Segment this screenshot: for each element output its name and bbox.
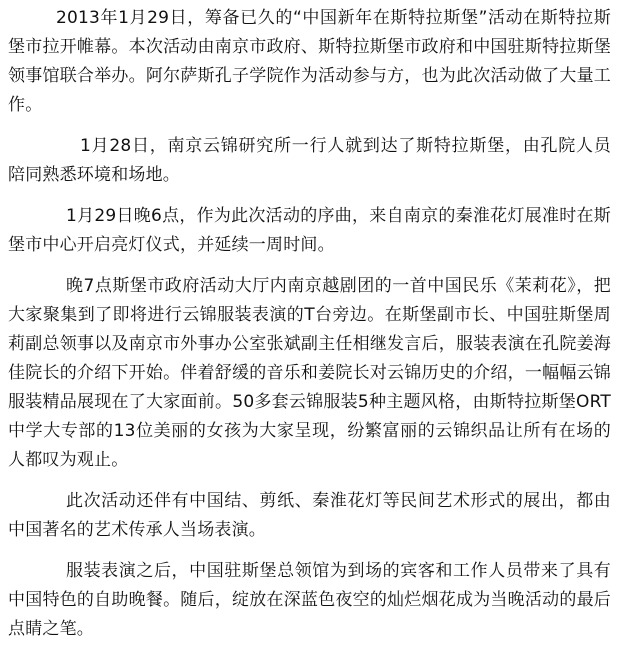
paragraph-jan28: 1月28日，南京云锦研究所一行人就到达了斯特拉斯堡，由孔院人员陪同熟悉环境和场地。 (8, 136, 611, 185)
paragraph-fashion-show: 晚7点斯堡市政府活动大厅内南京越剧团的一首中国民乐《茉莉花》，把大家聚集到了即将进行云锦服装表演的T台旁边。在斯堡副市长、中国驻斯堡周莉副总领事以及南京市外事办公室张斌副主任相继发言后，服装表演在孔院姜海佳院长的介绍下开始。伴着舒缓的音乐和姜院长对云锦历史的介绍，一幅幅云锦服装精品展现在了大家面前。50多套云锦服装5种主题风格，由斯特拉斯堡ORT中学大专部的13位美丽的女孩为大家呈现，纷繁富丽的云锦织品让所有在场的人都叹为观止。 (8, 276, 611, 470)
paragraph-dinner-fireworks: 服装表演之后，中国驻斯堡总领馆为到场的宾客和工作人员带来了具有中国特色的自助晚餐。随后，绽放在深蓝色夜空的灿烂烟花成为当晚活动的最后点睛之笔。 (8, 561, 611, 639)
paragraph-opening: 2013年1月29日，筹备已久的“中国新年在斯特拉斯堡”活动在斯特拉斯堡市拉开帷幕。本次活动由南京市政府、斯特拉斯堡市政府和中国驻斯特拉斯堡领事馆联合举办。阿尔萨斯孔子学院作为活动参与方，也为此次活动做了大量工作。 (8, 8, 611, 115)
paragraph-jan29-lanterns: 1月29日晚6点，作为此次活动的序曲，来自南京的秦淮花灯展准时在斯堡市中心开启亮灯仪式，并延续一周时间。 (8, 206, 611, 255)
paragraph-folk-arts: 此次活动还伴有中国结、剪纸、秦淮花灯等民间艺术形式的展出，都由中国著名的艺术传承人当场表演。 (8, 491, 611, 540)
